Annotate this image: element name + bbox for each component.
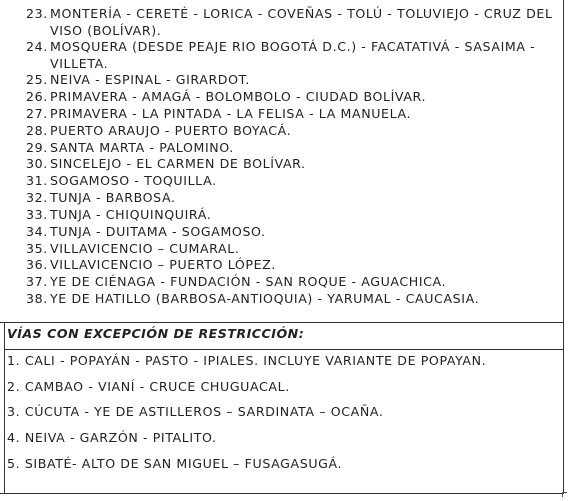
route-number: 35. (26, 241, 48, 256)
route-number: 33. (26, 207, 48, 222)
exception-header-row (4, 322, 564, 350)
route-number: 23. (26, 6, 48, 21)
route-text: VILLAVICENCIO – CUMARAL. (50, 241, 240, 256)
route-text: MOSQUERA (DESDE PEAJE RIO BOGOTÁ D.C.) - FACATATIVÁ - SASAIMA - VILLETA. (50, 39, 536, 71)
exception-routes-section (4, 349, 564, 494)
exception-item: 5. SIBATÉ- ALTO DE SAN MIGUEL – FUSAGASUGÁ. (7, 456, 343, 471)
route-text: VILLAVICENCIO – PUERTO LÓPEZ. (50, 257, 276, 272)
exception-section-title: VÍAS CON EXCEPCIÓN DE RESTRICCIÓN: (7, 326, 305, 341)
exception-item: 3. CÚCUTA - YE DE ASTILLEROS – SARDINATA – OCAÑA. (7, 404, 384, 419)
route-text: MONTERÍA - CERETÉ - LORICA - COVEÑAS - TOLÚ - TOLUVIEJO - CRUZ DEL VISO (BOLÍVAR). (50, 6, 553, 38)
route-text: YE DE HATILLO (BARBOSA-ANTIOQUIA) - YARUMAL - CAUCASIA. (50, 291, 480, 306)
route-text: SINCELEJO - EL CARMEN DE BOLÍVAR. (50, 156, 306, 171)
route-text: NEIVA - ESPINAL - GIRARDOT. (50, 72, 251, 87)
route-number: 26. (26, 89, 48, 104)
route-item-23 (26, 6, 563, 39)
route-number: 29. (26, 140, 48, 155)
route-text: PRIMAVERA - LA PINTADA - LA FELISA - LA MANUELA. (50, 106, 412, 121)
route-number: 34. (26, 224, 48, 239)
route-text: PUERTO ARAUJO - PUERTO BOYACÁ. (50, 123, 292, 138)
route-number: 24. (26, 39, 48, 54)
route-number: 31. (26, 173, 48, 188)
route-text: TUNJA - CHIQUINQUIRÁ. (50, 207, 212, 222)
route-text: TUNJA - BARBOSA. (50, 190, 176, 205)
route-text: TUNJA - DUITAMA - SOGAMOSO. (50, 224, 266, 239)
exception-item: 2. CAMBAO - VIANÍ - CRUCE CHUGUACAL. (7, 379, 290, 394)
route-number: 32. (26, 190, 48, 205)
exception-item: 4. NEIVA - GARZÓN - PITALITO. (7, 430, 217, 445)
route-number: 38. (26, 291, 48, 306)
route-text: YE DE CIÉNAGA - FUNDACIÓN - SAN ROQUE - AGUACHICA. (50, 274, 447, 289)
route-number: 25. (26, 72, 48, 87)
route-item-24 (26, 39, 563, 72)
route-number: 36. (26, 257, 48, 272)
exception-item: 1. CALI - POPAYÁN - PASTO - IPIALES. INCLUYE VARIANTE DE POPAYAN. (7, 353, 487, 368)
route-text: SOGAMOSO - TOQUILLA. (50, 173, 217, 188)
route-number: 30. (26, 156, 48, 171)
route-number: 27. (26, 106, 48, 121)
route-number: 28. (26, 123, 48, 138)
table-corner-mark (562, 492, 567, 497)
route-text: PRIMAVERA - AMAGÁ - BOLOMBOLO - CIUDAD BOLÍVAR. (50, 89, 427, 104)
route-text: SANTA MARTA - PALOMINO. (50, 140, 234, 155)
route-number: 37. (26, 274, 48, 289)
